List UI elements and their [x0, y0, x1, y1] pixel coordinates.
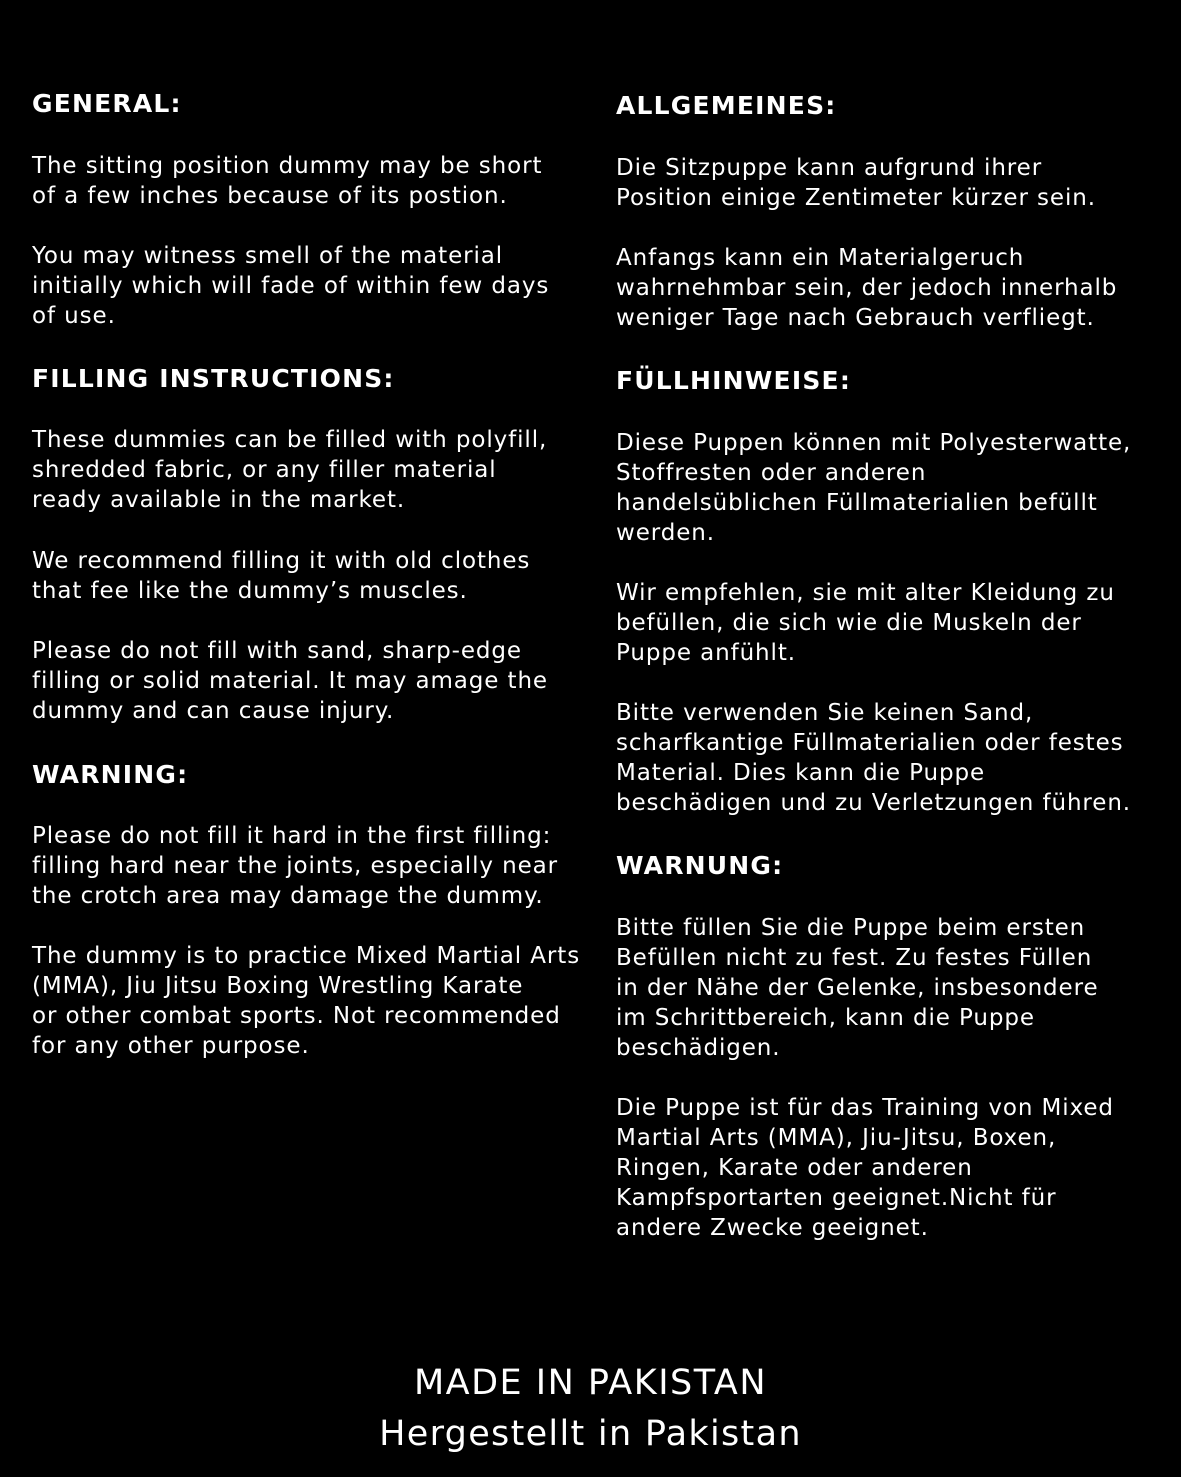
allgemeines-paragraph-2: Anfangs kann ein Materialgeruch wahrnehmbar sein, der jedoch innerhalb weniger Tage nach Gebrauch verfliegt. [616, 245, 1118, 331]
filling-paragraph-2: We recommend filling it with old clothes that fee like the dummy’s muscles. [32, 548, 531, 604]
warning-paragraph-1: Please do not fill it hard in the first filling: filling hard near the joints, especially near the crotch area may damage the dummy. [32, 823, 558, 909]
fuellhinweise-paragraph-3: Bitte verwenden Sie keinen Sand, scharfkantige Füllmaterialien oder festes Material. Dies kann die Puppe beschädigen und zu Verletzungen führen. [616, 700, 1132, 816]
general-paragraph-1: The sitting position dummy may be short of a few inches because of its postion. [32, 153, 543, 209]
filling-heading: FILLING INSTRUCTIONS: [32, 364, 395, 393]
warnung-heading: WARNUNG: [616, 851, 784, 880]
hergestellt-in-pakistan-text: Hergestellt in Pakistan [379, 1414, 802, 1454]
fuellhinweise-heading: FÜLLHINWEISE: [616, 366, 852, 395]
fuellhinweise-paragraph-2: Wir empfehlen, sie mit alter Kleidung zu befüllen, die sich wie die Muskeln der Puppe anfühlt. [616, 580, 1115, 666]
general-paragraph-2: You may witness smell of the material initially which will fade of within few days of use. [32, 243, 550, 329]
warning-heading: WARNING: [32, 760, 189, 789]
filling-paragraph-3: Please do not fill with sand, sharp-edge filling or solid material. It may amage the dummy and can cause injury. [32, 638, 548, 724]
filling-paragraph-1: These dummies can be filled with polyfill, shredded fabric, or any filler material ready available in the market. [32, 427, 548, 513]
fuellhinweise-paragraph-1: Diese Puppen können mit Polyesterwatte, Stoffresten oder anderen handelsüblichen Füllmaterialien befüllt werden. [616, 430, 1132, 546]
allgemeines-paragraph-1: Die Sitzpuppe kann aufgrund ihrer Position einige Zentimeter kürzer sein. [616, 155, 1096, 211]
made-in-pakistan-text: MADE IN PAKISTAN [413, 1363, 768, 1403]
warning-paragraph-2: The dummy is to practice Mixed Martial Arts (MMA), Jiu Jitsu Boxing Wrestling Karate or other combat sports. Not recommended for any other purpose. [32, 943, 581, 1059]
allgemeines-heading: ALLGEMEINES: [616, 91, 837, 120]
general-heading: GENERAL: [32, 89, 182, 118]
warnung-paragraph-1: Bitte füllen Sie die Puppe beim ersten Befüllen nicht zu fest. Zu festes Füllen in der Nähe der Gelenke, insbesondere im Schrittbereich, kann die Puppe beschädigen. [616, 915, 1099, 1061]
warnung-paragraph-2: Die Puppe ist für das Training von Mixed Martial Arts (MMA), Jiu-Jitsu, Boxen, Ringen, Karate oder anderen Kampfsportarten geeignet.Nicht für andere Zwecke geeignet. [616, 1095, 1114, 1241]
